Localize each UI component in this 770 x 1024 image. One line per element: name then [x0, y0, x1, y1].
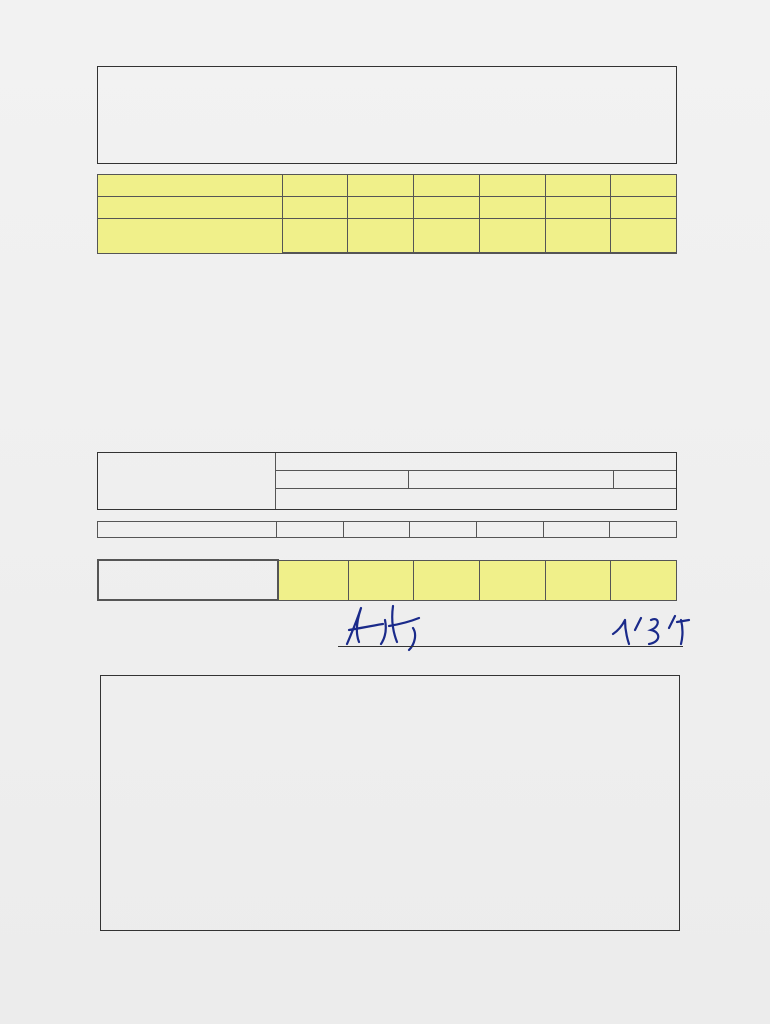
household-cell: [414, 197, 480, 219]
household-cell: [479, 197, 545, 219]
loan-amount-label: [98, 522, 277, 538]
bedroom-row: [98, 175, 677, 197]
sales-price-cell: [414, 560, 480, 600]
sales-price-table: [97, 559, 677, 601]
income-value: [283, 252, 348, 254]
income-value: [480, 252, 545, 254]
title-block: [97, 66, 677, 164]
sales-price-cell: [611, 560, 677, 600]
interest-rate-label: [276, 471, 409, 488]
bedroom-cell: [282, 175, 348, 197]
bedroom-cell: [545, 175, 611, 197]
loan-amount-row: [98, 522, 677, 538]
sales-price-cell: [480, 560, 546, 600]
bedroom-label: [98, 175, 283, 197]
mortgage-details: [275, 453, 676, 509]
bedroom-cell: [611, 175, 677, 197]
income-label: [98, 219, 283, 254]
income-row: [98, 219, 677, 254]
household-cell: [348, 197, 414, 219]
loan-amount-cell: [410, 522, 477, 538]
income-header-table: [97, 174, 677, 254]
income-value: [546, 252, 611, 254]
household-cell: [282, 197, 348, 219]
loan-amount-cell: [277, 522, 344, 538]
mortgage-heading: [276, 453, 676, 471]
bedroom-cell: [348, 175, 414, 197]
signature-image: [335, 600, 695, 652]
income-value: [348, 252, 413, 254]
loan-amount-table: [97, 521, 677, 538]
loan-amount-cell: [343, 522, 410, 538]
loan-amount-cell: [476, 522, 543, 538]
loan-amount-cell: [543, 522, 610, 538]
mortgage-rate-row: [276, 471, 676, 489]
household-cell: [611, 197, 677, 219]
household-row: [98, 197, 677, 219]
household-cell: [545, 197, 611, 219]
signature-line: [338, 646, 683, 647]
income-value: [414, 252, 479, 254]
income-value: [611, 252, 676, 254]
mortgage-calculation-block: [97, 452, 677, 510]
sales-price-cell: [545, 560, 611, 600]
footnotes-block: [100, 675, 680, 931]
bedroom-cell: [414, 175, 480, 197]
bedroom-cell: [479, 175, 545, 197]
sales-price-cell: [278, 560, 348, 600]
household-label: [98, 197, 283, 219]
mortgage-source: [276, 489, 676, 506]
factor-value: [613, 471, 676, 488]
sales-price-cell: [348, 560, 414, 600]
sales-price-row: [98, 560, 677, 600]
sales-price-label-cell: [98, 560, 278, 600]
loan-amount-cell: [610, 522, 677, 538]
